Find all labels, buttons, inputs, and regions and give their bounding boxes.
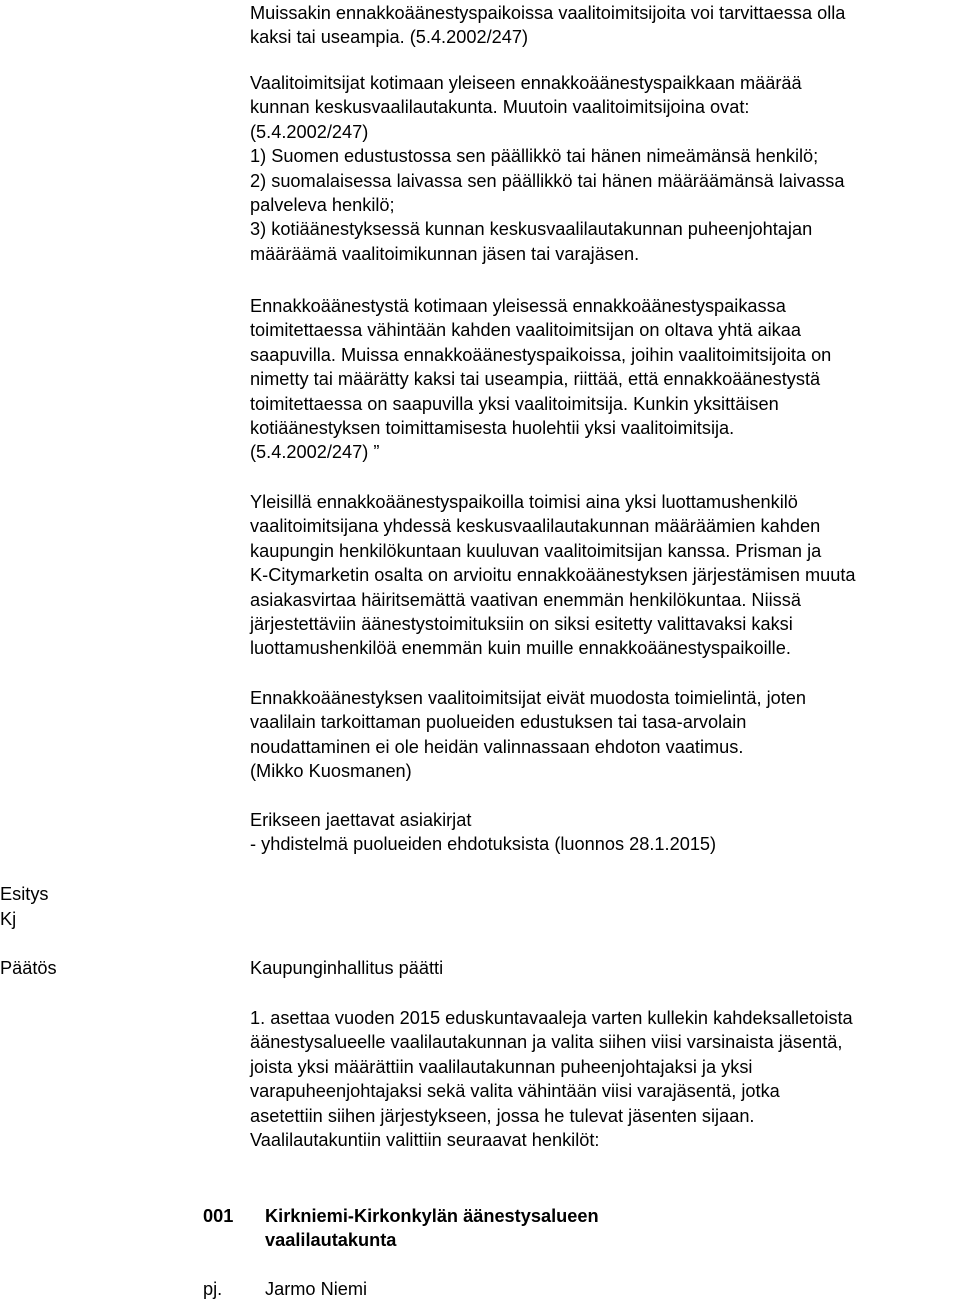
attachments-section [250,808,958,857]
text-line: luottamushenkilöä enemmän kuin muille ennakkoäänestyspaikoille. [250,638,791,659]
text-line: saapuvilla. Muissa ennakkoäänestyspaikoissa, joihin vaalitoimitsijoita on [250,344,832,365]
decision-heading [250,956,958,980]
decision-heading-text: Kaupunginhallitus päätti [250,958,444,978]
text-line: Ennakkoäänestystä kotimaan yleisessä ennakkoäänestyspaikassa [250,296,786,316]
committee-number: 001 [203,1206,234,1226]
text-line: äänestysalueelle vaalilautakunnan ja valita siihen viisi varsinaista jäsentä, [250,1032,843,1053]
committee-title [265,1204,599,1253]
text-line: asiakasvirtaa häiritsemättä vaativan enemmän henkilökuntaa. Niissä [250,589,801,610]
text-line: järjestettäviin äänestystoimituksiin on siksi esitetty valittavaksi kaksi [250,614,793,635]
paragraph-3 [250,294,958,465]
text-line: kunnan keskusvaalilautakunta. Muutoin vaalitoimitsijoina ovat: [250,97,750,118]
text-line: kaupungin henkilökuntaan kuuluvan vaalitoimitsijan kanssa. Prisman ja [250,540,822,561]
text-line: palveleva henkilö; [250,195,395,216]
text-line: joista yksi määrättiin vaalilautakunnan puheenjohtajaksi ja yksi [250,1056,753,1077]
text-line: (5.4.2002/247) [250,121,369,142]
text-line: Yleisillä ennakkoäänestyspaikoilla toimisi aina yksi luottamushenkilö [250,492,798,512]
text-line: 3) kotiäänestyksessä kunnan keskusvaalilautakunnan puheenjohtajan [250,219,813,240]
text-line: toimitettaessa vähintään kahden vaalitoimitsijan on oltava yhtä aikaa [250,320,802,341]
text-line: 2) suomalaisessa laivassa sen päällikkö tai hänen määräämänsä laivassa [250,170,845,191]
text-line: noudattaminen ei ole heidän valinnassaan ehdoton vaatimus. [250,736,744,757]
chairperson-label: pj. [203,1279,223,1299]
decision-body [250,1006,958,1152]
attachments-heading: Erikseen jaettavat asiakirjat [250,810,472,830]
text-line: kotiäänestyksen toimittamisesta huolehtii yksi vaalitoimitsija. [250,418,735,439]
text-line: Ennakkoäänestyksen vaalitoimitsijat eivät muodosta toimielintä, joten [250,688,807,708]
paragraph-4 [250,490,958,661]
text-line: vaalitoimitsijana yhdessä keskusvaalilautakunnan määräämien kahden [250,516,821,537]
text-line: nimetty tai määrätty kaksi tai useampia, riittää, että ennakkoäänestystä [250,369,821,390]
text-line: (5.4.2002/247) ” [250,442,380,463]
text-line: 1) Suomen edustustossa sen päällikkö tai hänen nimeämänsä henkilö; [250,146,819,167]
text-line: Vaalilautakuntiin valittiin seuraavat henkilöt: [250,1130,600,1151]
text-line: 1. asettaa vuoden 2015 eduskuntavaaleja varten kullekin kahdeksalletoista [250,1008,853,1028]
text-line: (Mikko Kuosmanen) [250,761,412,782]
text-line: kaksi tai useampia. (5.4.2002/247) [250,27,529,48]
committee-title-line: Kirkniemi-Kirkonkylän äänestysalueen [265,1206,599,1226]
chairperson-name: Jarmo Niemi [265,1279,368,1299]
paragraph-2 [250,71,958,266]
text-line: Vaalitoimitsijat kotimaan yleiseen ennakkoäänestyspaikkaan määrää [250,73,802,93]
text-line: asetettiin siihen järjestykseen, jossa he tulevat jäsenten sijaan. [250,1105,755,1126]
text-line: vaalilain tarkoittaman puolueiden edustuksen tai tasa-arvolain [250,712,747,733]
paatos-label: Päätös [0,958,57,978]
text-line: Muissakin ennakkoäänestyspaikoissa vaalitoimitsijoita voi tarvittaessa olla [250,3,846,23]
text-line: varapuheenjohtajaksi sekä valita vähintään viisi varajäsentä, jotka [250,1081,780,1102]
text-line: K-Citymarketin osalta on arvioitu ennakkoäänestyksen järjestämisen muuta [250,565,856,586]
text-line: määräämä vaalitoimikunnan jäsen tai varajäsen. [250,243,640,264]
esitys-label: Esitys [0,884,49,904]
paragraph-1 [250,1,958,50]
kj-label: Kj [0,909,17,929]
attachment-item: - yhdistelmä puolueiden ehdotuksista (luonnos 28.1.2015) [250,834,717,855]
committee-title-line: vaalilautakunta [265,1230,397,1251]
paragraph-5 [250,686,958,784]
text-line: toimitettaessa on saapuvilla yksi vaalitoimitsija. Kunkin yksittäisen [250,393,779,414]
